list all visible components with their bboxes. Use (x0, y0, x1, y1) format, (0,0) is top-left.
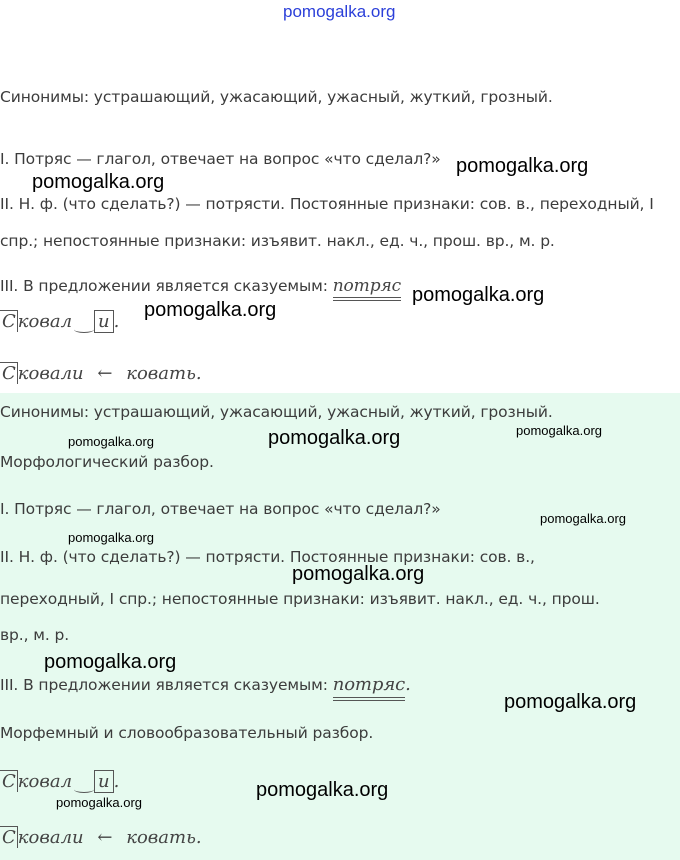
watermark: pomogalka.org (516, 423, 602, 438)
analysis2-line-ii-a: II. Н. ф. (что сделать?) — потрясти. Постоянные признаки: сов. в., (0, 548, 535, 566)
prefix-mark-2: С (2, 771, 16, 792)
ending-mark-2: и (94, 770, 114, 793)
morph-dot: . (113, 311, 120, 332)
analysis2-line-iii-text: III. В предложении является сказуемым: (0, 676, 328, 694)
predicate-underline (333, 297, 401, 301)
analysis-line-ii-a: II. Н. ф. (что сделать?) — потрясти. Постоянные признаки: сов. в., переходный, I (0, 195, 654, 213)
watermark: pomogalka.org (56, 795, 142, 810)
analysis2-line-i: I. Потряс — глагол, отвечает на вопрос «что сделал?» (0, 500, 441, 518)
synonyms-line-2: Синонимы: устрашающий, ужасающий, ужасный, жуткий, грозный. (0, 403, 553, 421)
predicate-word (333, 276, 401, 296)
deriv-rest-2: ковали (17, 827, 84, 848)
root-mark-2 (18, 771, 92, 792)
derivation-analysis-2 (0, 826, 202, 848)
derivation-analysis (0, 362, 202, 384)
suffix-arc (74, 326, 94, 333)
analysis-line-i: I. Потряс — глагол, отвечает на вопрос «что сделал?» (0, 150, 441, 168)
root-text: ковал (17, 311, 73, 332)
watermark: pomogalka.org (68, 530, 154, 545)
analysis2-line-ii-c: вр., м. р. (0, 626, 70, 644)
predicate2-word (333, 674, 411, 695)
watermark: pomogalka.org (68, 434, 154, 449)
predicate2-text: потряс. (332, 674, 411, 695)
analysis-line-iii-text: III. В предложении является сказуемым: (0, 277, 328, 295)
arrow-left-icon: ← (97, 363, 113, 384)
analysis2-line-ii-b: переходный, I спр.; непостоянные признаки: изъявит. накл., ед. ч., прош. (0, 590, 600, 608)
ending-mark: и (94, 310, 114, 333)
watermark: pomogalka.org (44, 651, 177, 673)
morpheme-analysis (0, 310, 119, 333)
watermark: pomogalka.org (283, 2, 396, 21)
watermark: pomogalka.org (412, 284, 545, 306)
suffix-arc-2 (74, 786, 94, 793)
watermark: pomogalka.org (504, 691, 637, 713)
watermark: pomogalka.org (256, 779, 389, 801)
deriv-prefix-mark: С (2, 363, 16, 384)
synonyms-line: Синонимы: устрашающий, ужасающий, ужасный, жуткий, грозный. (0, 88, 553, 106)
predicate2-underline (333, 697, 405, 701)
morpheme-heading: Морфемный и словообразовательный разбор. (0, 724, 374, 742)
watermark: pomogalka.org (32, 171, 165, 193)
deriv-source: ковать. (126, 363, 202, 384)
root-mark (18, 311, 92, 332)
predicate-text: потряс (332, 276, 402, 296)
prefix-mark: С (2, 311, 16, 332)
watermark: pomogalka.org (292, 563, 425, 585)
watermark: pomogalka.org (268, 427, 401, 449)
morphology-heading: Морфологический разбор. (0, 453, 214, 471)
morph-dot-2: . (113, 771, 120, 792)
morpheme-analysis-2 (0, 770, 119, 793)
watermark: pomogalka.org (456, 155, 589, 177)
analysis2-line-iii (0, 674, 411, 695)
root-text-2: ковал (17, 771, 73, 792)
deriv-prefix-mark-2: С (2, 827, 16, 848)
watermark: pomogalka.org (540, 511, 626, 526)
deriv-source-2: ковать. (126, 827, 202, 848)
analysis-line-iii (0, 276, 401, 296)
deriv-rest: ковали (17, 363, 84, 384)
analysis-line-ii-b: спр.; непостоянные признаки: изъявит. накл., ед. ч., прош. вр., м. р. (0, 232, 555, 250)
watermark: pomogalka.org (144, 299, 277, 321)
arrow-left-icon-2: ← (97, 827, 113, 848)
